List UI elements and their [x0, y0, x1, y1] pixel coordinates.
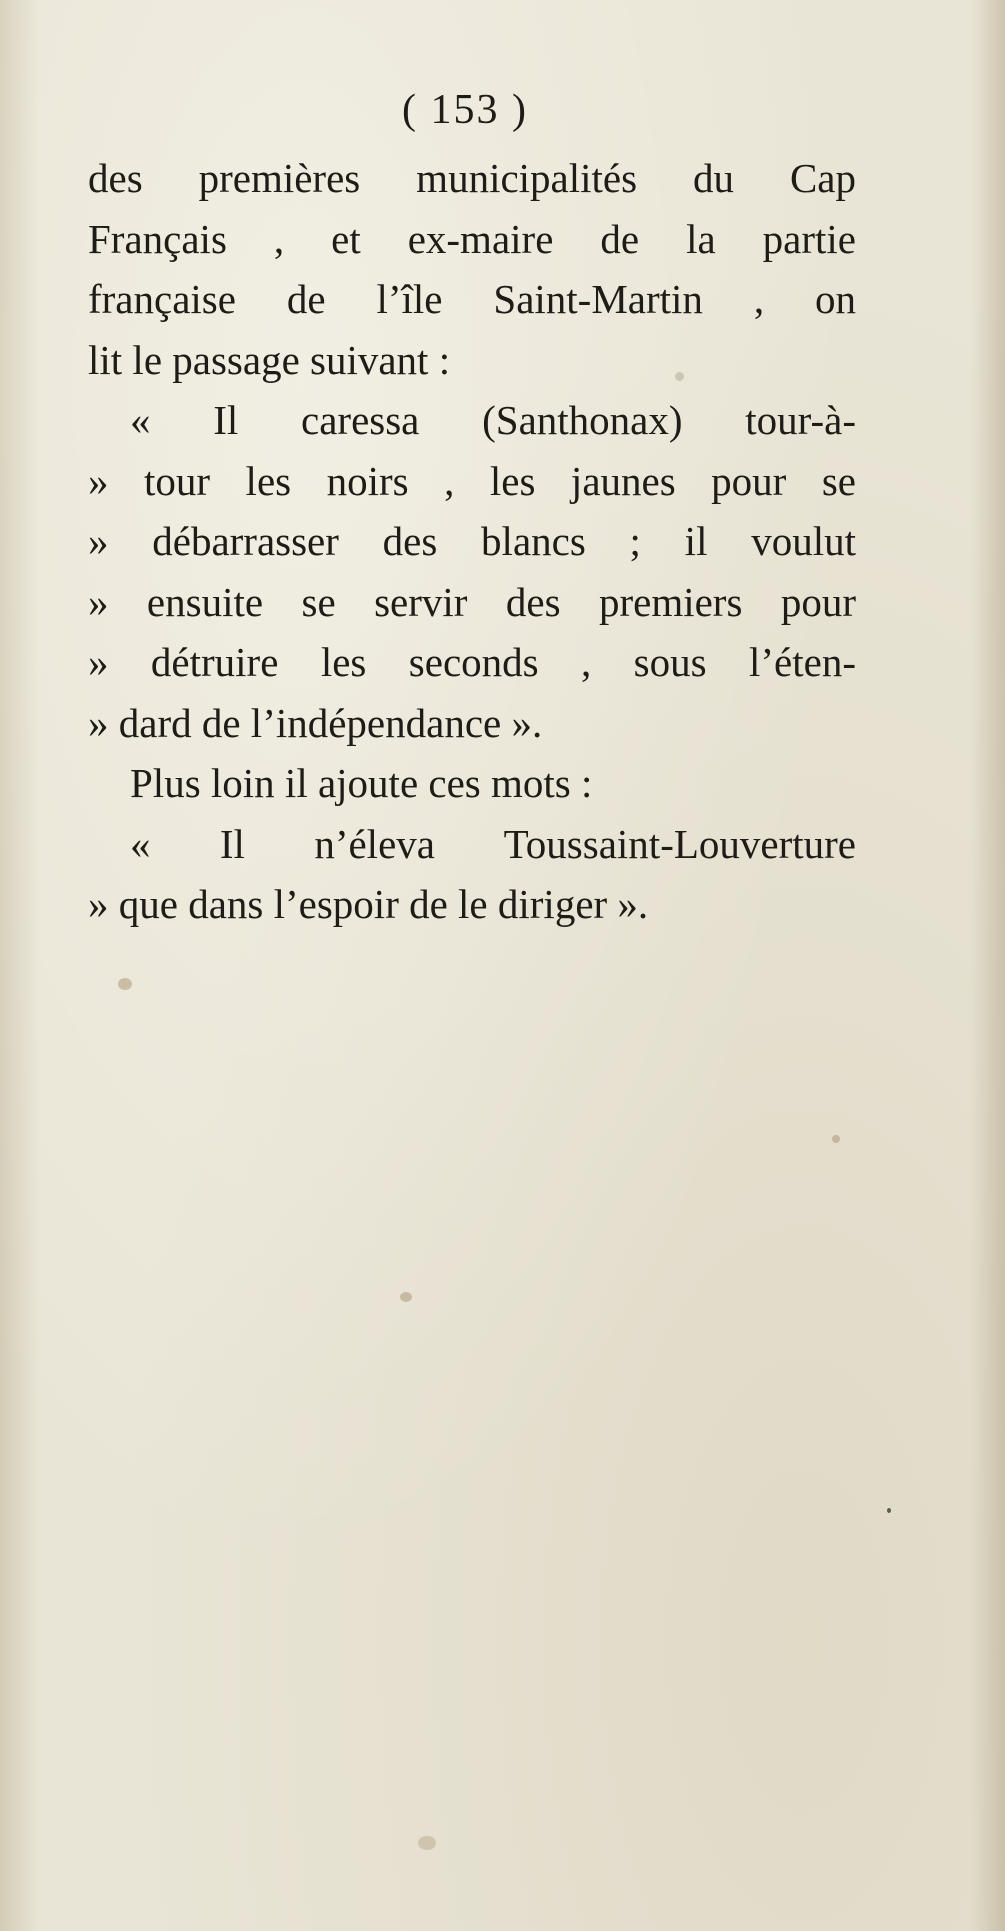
quote-line: » tour les noirs , les jaunes pour se	[88, 457, 856, 504]
quote-line: « Il n’éleva Toussaint-Louverture	[130, 820, 856, 867]
text-line: Français , et ex-maire de la partie	[88, 215, 856, 262]
text-line: des premières municipalités du Cap	[88, 155, 856, 201]
text-line: lit le passage suivant :	[88, 336, 451, 383]
quote-line: » détruire les seconds , sous l’éten-	[88, 639, 856, 685]
quote-line: » dard de l’indépendance ».	[88, 699, 543, 746]
text-line: française de l’île Saint-Martin , on	[88, 276, 856, 322]
text-line: Plus loin il ajoute ces mots :	[130, 760, 593, 806]
quote-line: « Il caressa (Santhonax) tour-à-	[130, 397, 856, 443]
quote-line: » que dans l’espoir de le diriger ».	[88, 881, 649, 927]
page-number: ( 153 )	[402, 87, 528, 133]
body-text	[88, 148, 856, 935]
quote-line: » ensuite se servir des premiers pour	[88, 578, 856, 625]
quote-line: » débarrasser des blancs ; il voulut	[88, 518, 856, 564]
